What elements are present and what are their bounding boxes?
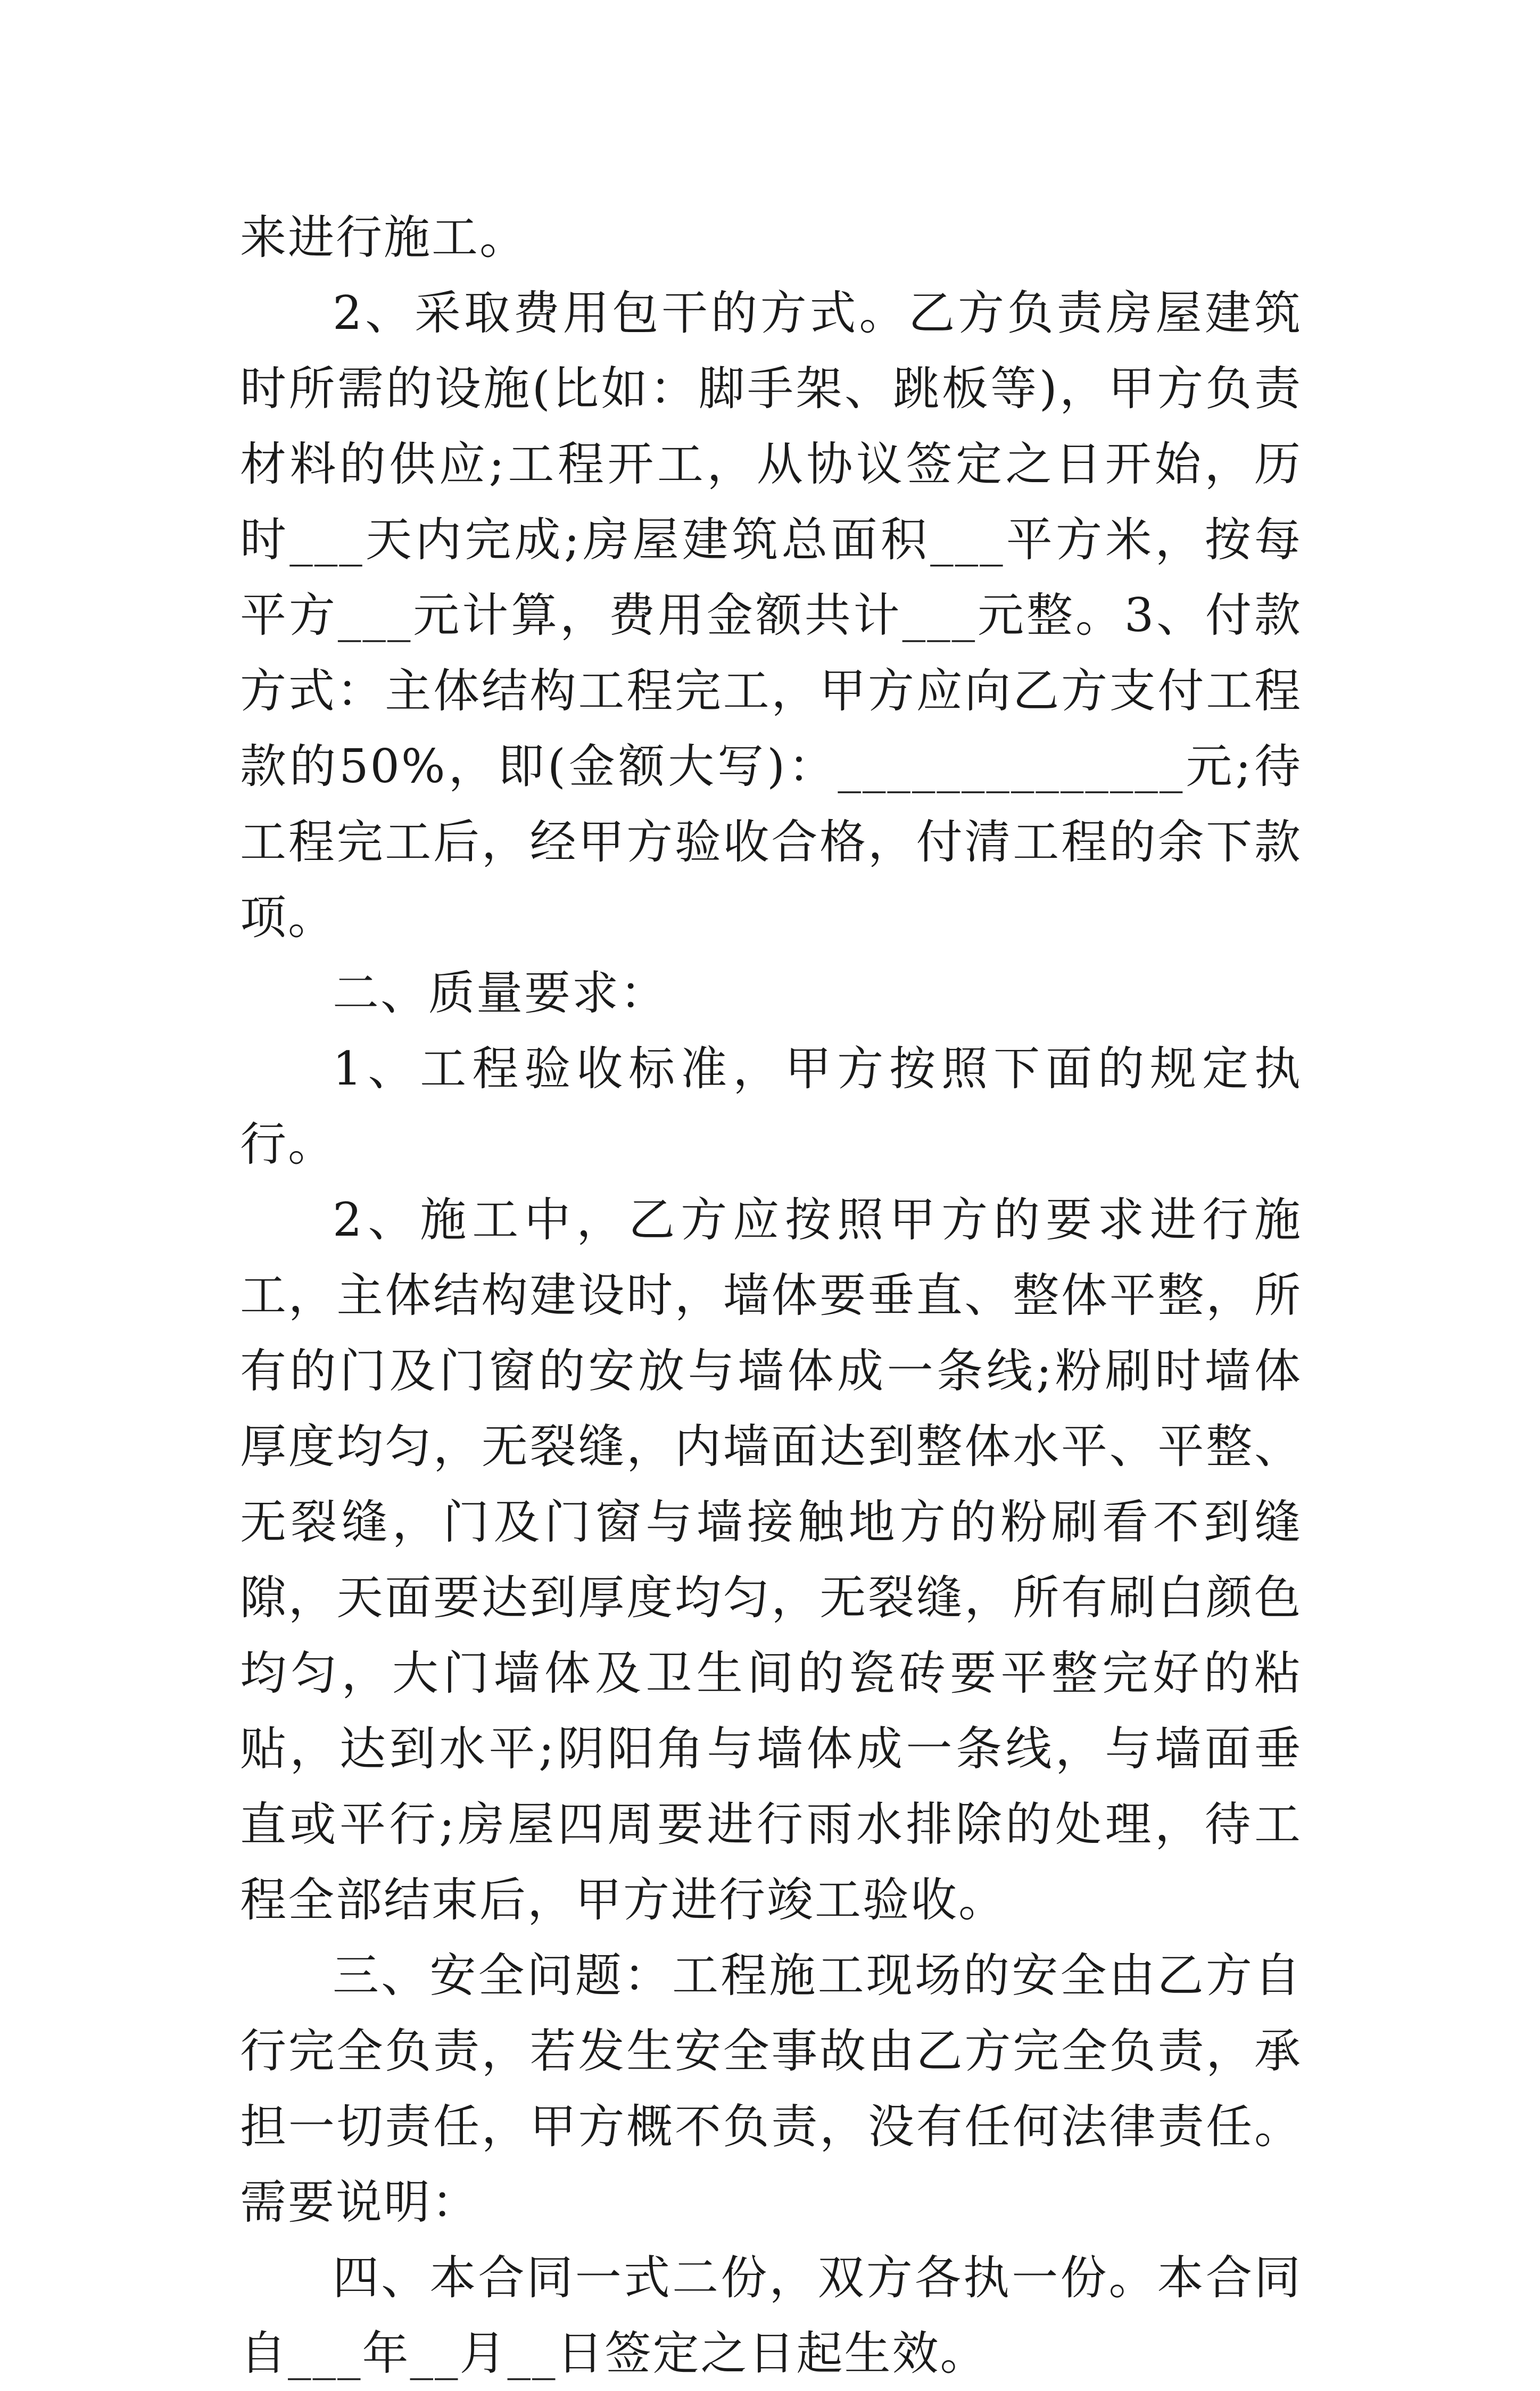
paragraph-acceptance-standard: 1、工程验收标准，甲方按照下面的规定执行。: [240, 1041, 1302, 1171]
heading-quality-requirements: 二、质量要求：: [333, 966, 668, 1020]
document-body: [240, 200, 1302, 2391]
paragraph-construction-requirements: 2、施工中，乙方应按照甲方的要求进行施工，主体结构建设时，墙体要垂直、整体平整，所有的门及门窗的安放与墙体成一条线;粉刷时墙体厚度均匀，无裂缝，内墙面达到整体水平、平整、无裂缝，门及门窗与墙接触地方的粉刷看不到缝隙，天面要达到厚度均匀，无裂缝，所有刷白颜色均匀，大门墙体及卫生间的瓷砖要平整完好的粘贴，达到水平;阴阳角与墙体成一条线，与墙面垂直或平行;房屋四周要进行雨水排除的处理，待工程全部结束后，甲方进行竣工验收。: [240, 1193, 1302, 1927]
paragraph-payment-terms: 2、采取费用包干的方式。乙方负责房屋建筑时所需的设施(比如：脚手架、跳板等)，甲方负责材料的供应;工程开工，从协议签定之日开始，历时___天内完成;房屋建筑总面积___平方米，按每平方___元计算，费用金额共计___元整。3、付款方式：主体结构工程完工，甲方应向乙方支付工程款的50%，即(金额大写)：______________元;待工程完工后，经甲方验收合格，付清工程的余下款项。: [240, 286, 1302, 945]
paragraph-effective-date: 四、本合同一式二份，双方各执一份。本合同自___年__月__日签定之日起生效。: [240, 2251, 1302, 2380]
paragraph-continuation: 来进行施工。: [240, 210, 527, 264]
paragraph-safety: 三、安全问题：工程施工现场的安全由乙方自行完全负责，若发生安全事故由乙方完全负责，承担一切责任，甲方概不负责，没有任何法律责任。需要说明：: [240, 1948, 1302, 2229]
